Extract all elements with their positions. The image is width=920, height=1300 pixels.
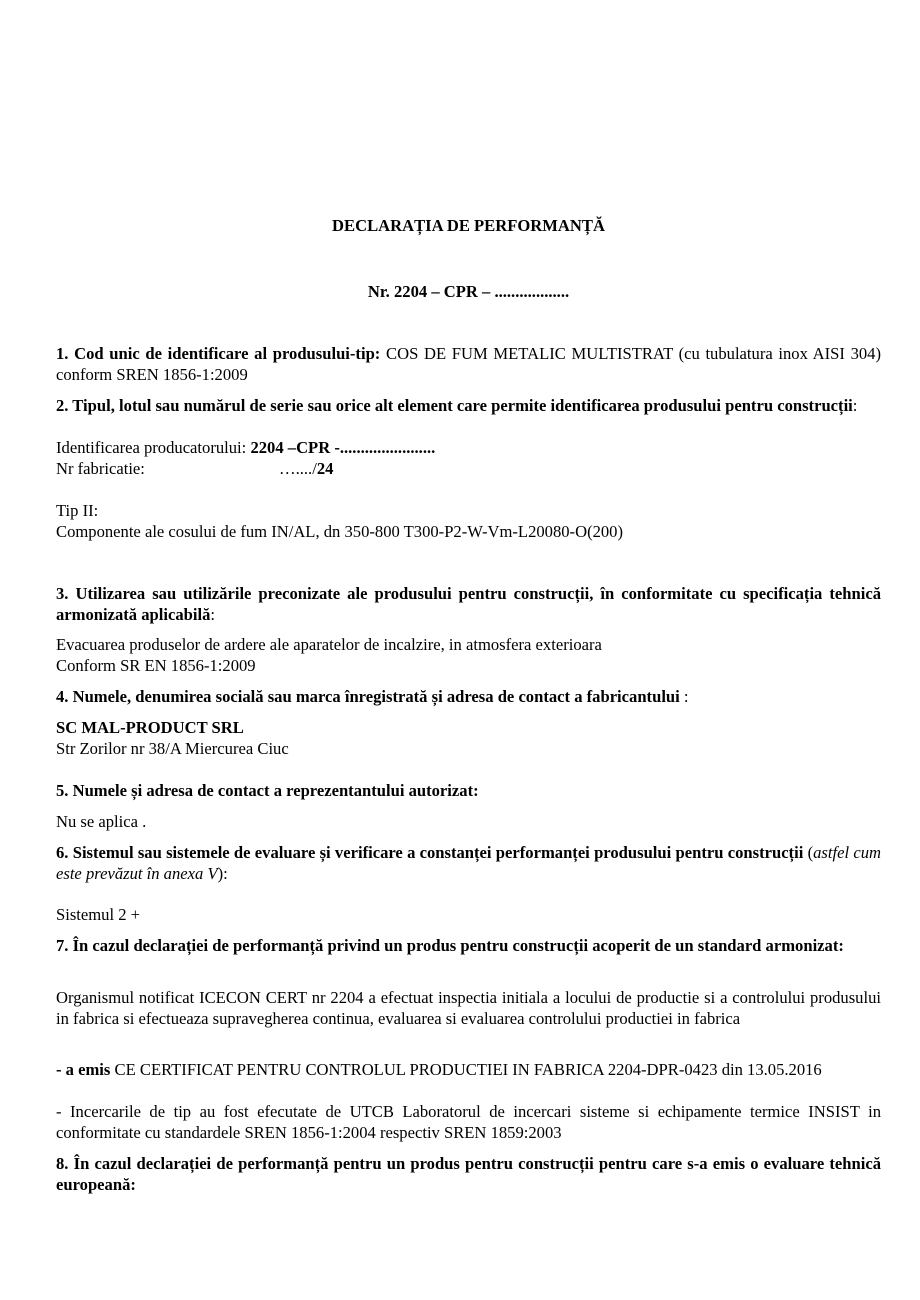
section-4-heading-block [56,687,881,708]
manufacturer-id-value: 2204 –CPR -....................... [250,438,436,457]
section-8-heading-block [56,1154,881,1195]
fabrication-year: 24 [316,459,334,478]
product-type: Tip II: [56,501,99,520]
product-components: Componente ale cosului de fum IN/AL, dn 350-800 T300-P2-W-Vm-L20080-O(200) [56,522,624,541]
fabrication-dots: …..../ [279,459,317,478]
certificate-text: CE CERTIFICAT PENTRU CONTROLUL PRODUCTIEI IN FABRICA 2204-DPR-0423 din 13.05.2016 [110,1060,822,1079]
section-1-heading: 1. Cod unic de identificare al produsului-tip: [56,344,381,363]
intended-use-line-2: Conform SR EN 1856-1:2009 [56,656,256,675]
section-7-heading-block [56,936,881,957]
manufacturer-id-row [56,438,881,459]
section-6-annex-note: astfel cum este prevăzut în anexa V [56,843,881,883]
section-8-heading: 8. În cazul declarației de performanță pentru un produs pentru construcții pentru care s-a emis o evaluare tehnică europeană: [56,1154,881,1194]
evaluation-system: Sistemul 2 + [56,905,141,924]
intended-use-line-1: Evacuarea produselor de ardere ale aparatelor de incalzire, in atmosfera exterioara [56,635,602,654]
section-6-paren-close: ): [217,863,228,883]
company-address: Str Zorilor nr 38/A Miercurea Ciuc [56,739,289,758]
section-3-heading: 3. Utilizarea sau utilizările preconizate ale produsului pentru construcții, în conformitate cu specificația tehnică armonizată aplicabilă [56,584,881,624]
certificate-issued-label: - a emis [56,1060,111,1079]
section-4-heading: 4. Numele, denumirea socială sau marca înregistrată și adresa de contact a fabricantului [56,687,680,706]
section-1-text: COS DE FUM METALIC MULTISTRAT (cu tubulatura inox AISI 304) conform SREN 1856-1:2009 [56,344,882,384]
section-2-heading: 2. Tipul, lotul sau numărul de serie sau orice alt element care permite identificarea produsului pentru construcții [56,396,853,415]
section-1 [56,344,881,385]
section-6-heading-block [56,843,881,884]
section-3-heading-colon: : [210,604,216,624]
company-name [56,718,881,739]
fabrication-value [279,459,333,480]
section-7-heading: 7. În cazul declarației de performanță privind un produs pentru construcții acoperit de un standard armonizat: [56,936,844,955]
document-page [56,0,881,1300]
declaration-number: Nr. 2204 – CPR – .................. [367,282,570,301]
fabrication-label: Nr fabricatie: [56,459,145,478]
section-6-paren-open: ( [803,843,814,862]
notified-body-paragraph: Organismul notificat ICECON CERT nr 2204 a efectuat inspectia initiala a locului de productie si a controlului produsului in fabrica si efectueaza supravegherea continua, evaluarea si evaluarea controlului productiei in fabrica [56,988,881,1028]
manufacturer-id-label: Identificarea producatorului: [56,438,247,457]
section-2-heading-colon: : [852,396,858,415]
type-tests-paragraph: - Incercarile de tip au fost efecutate de UTCB Laboratorul de incercari sisteme si echipamente termice INSIST in conformitate cu standardele SREN 1856-1:2004 respectiv SREN 1859:2003 [56,1102,881,1142]
section-6-heading: 6. Sistemul sau sistemele de evaluare și verificare a constanței performanței produsului pentru construcții [56,843,804,862]
document-title: DECLARAȚIA DE PERFORMANȚĂ [332,216,605,235]
section-2-heading-block [56,396,881,417]
fabrication-row [56,459,881,480]
certificate-paragraph [56,1060,881,1081]
section-3-heading-block [56,584,881,625]
section-5-heading: 5. Numele și adresa de contact a reprezentantului autorizat: [56,781,479,800]
section-4-heading-colon: : [679,687,689,706]
company-name-text: SC MAL-PRODUCT SRL [56,718,244,737]
section-5-text: Nu se aplica . [56,812,147,831]
section-5-heading-block [56,781,881,802]
